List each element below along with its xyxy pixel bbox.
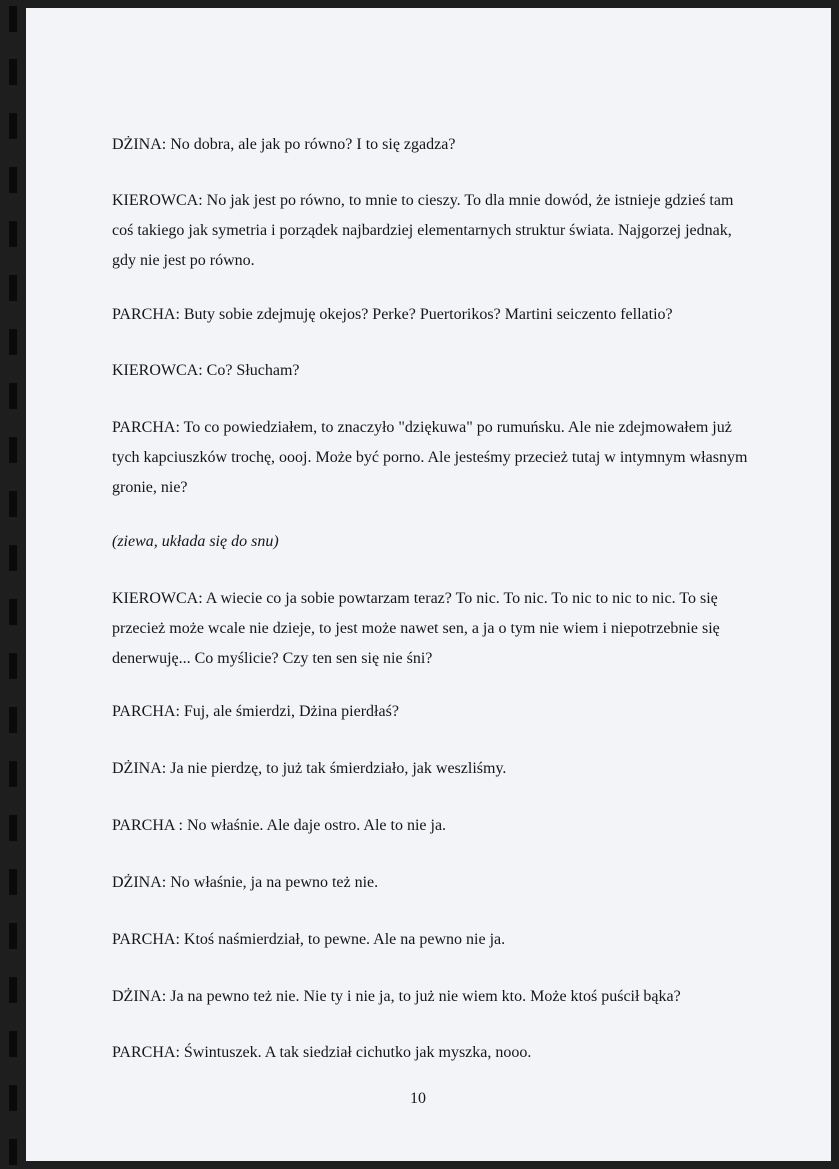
dialogue-line: PARCHA: Ktoś naśmierdział, to pewne. Ale na pewno nie ja. xyxy=(112,931,506,948)
binding-hole xyxy=(9,167,17,193)
page-number: 10 xyxy=(410,1090,426,1107)
binding-hole xyxy=(9,815,17,841)
binding-hole xyxy=(9,869,17,895)
stage-direction: (ziewa, układa się do snu) xyxy=(112,533,279,550)
dialogue-line: DŻINA: Ja na pewno też nie. Nie ty i nie ja, to już nie wiem kto. Może ktoś puścił bąka? xyxy=(112,988,681,1005)
binding-hole xyxy=(9,653,17,679)
binding-hole xyxy=(9,545,17,571)
dialogue-line: PARCHA : No właśnie. Ale daje ostro. Ale to nie ja. xyxy=(112,817,447,834)
binding-hole xyxy=(9,329,17,355)
binding-hole xyxy=(9,383,17,409)
binding-hole xyxy=(9,221,17,247)
binding-hole xyxy=(9,599,17,625)
binding-hole xyxy=(9,437,17,463)
dialogue-line: PARCHA: Świntuszek. A tak siedział cichutko jak myszka, nooo. xyxy=(112,1044,532,1061)
dialogue-line: PARCHA: Fuj, ale śmierdzi, Dżina pierdłaś? xyxy=(112,703,399,720)
binding-hole xyxy=(9,113,17,139)
dialogue-line: KIEROWCA: Co? Słucham? xyxy=(112,362,300,379)
binding-hole xyxy=(9,761,17,787)
binding-hole xyxy=(9,275,17,301)
binding-hole xyxy=(9,977,17,1003)
binding-hole xyxy=(9,6,17,32)
dialogue-line: PARCHA: To co powiedziałem, to znaczyło "dziękuwa" po rumuńsku. Ale nie zdejmowałem już tych kapciuszków trochę, oooj. Może być porno. Ale jesteśmy przecież tutaj w intymnym własnym gronie, nie? xyxy=(112,419,748,496)
dialogue-line: KIEROWCA: No jak jest po równo, to mnie to cieszy. To dla mnie dowód, że istnieje gdzieś tam coś takiego jak symetria i porządek najbardziej elementarnych struktur świata. Najgorzej jednak, gdy nie jest po równo. xyxy=(112,192,734,269)
binding-hole xyxy=(9,707,17,733)
dialogue-line: DŻINA: No właśnie, ja na pewno też nie. xyxy=(112,874,379,891)
document-page xyxy=(26,8,831,1161)
dialogue-line: DŻINA: Ja nie pierdzę, to już tak śmierdziało, jak weszliśmy. xyxy=(112,760,507,777)
dialogue-line: KIEROWCA: A wiecie co ja sobie powtarzam teraz? To nic. To nic. To nic to nic to nic. To się przecież może wcale nie dzieje, to jest może nawet sen, a ja o tym nie wiem i niepotrzebnie się denerwuję... Co myślicie? Czy ten sen się nie śni? xyxy=(112,590,720,667)
binding-hole xyxy=(9,1085,17,1111)
binding-strip xyxy=(0,0,26,1169)
binding-hole xyxy=(9,1031,17,1057)
binding-hole xyxy=(9,491,17,517)
binding-hole xyxy=(9,1139,17,1165)
dialogue-line: DŻINA: No dobra, ale jak po równo? I to się zgadza? xyxy=(112,136,456,153)
binding-hole xyxy=(9,923,17,949)
binding-hole xyxy=(9,59,17,85)
dialogue-line: PARCHA: Buty sobie zdejmuję okejos? Perke? Puertorikos? Martini seiczento fellatio? xyxy=(112,306,673,323)
